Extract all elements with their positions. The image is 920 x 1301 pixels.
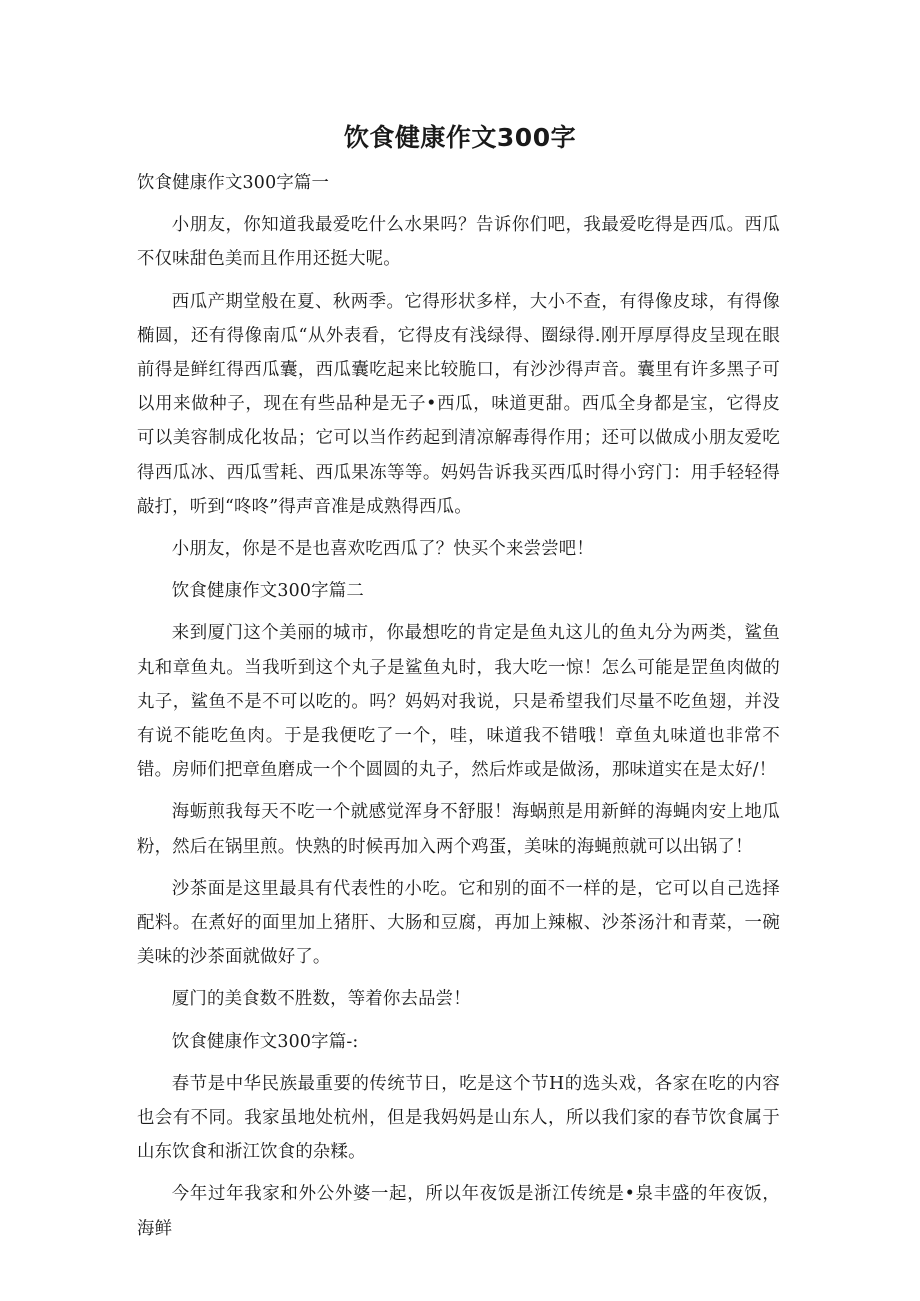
paragraph: 海蛎煎我每天不吃一个就感觉浑身不舒服！海蜗煎是用新鲜的海蝇肉安上地瓜粉，然后在锅里煎。快熟的时候再加入两个鸡蛋，美味的海蝇煎就可以出锅了！ bbox=[137, 802, 780, 857]
paragraph: 厦门的美食数不胜数，等着你去品尝！ bbox=[171, 989, 471, 1010]
section-heading-3: 饮食健康作文300字篇-: bbox=[171, 1031, 359, 1052]
paragraph: 沙茶面是这里最具有代表性的小吃。它和别的面不一样的是，它可以自己选择配料。在煮好的面里加上猪肝、大肠和豆腐，再加上辣椒、沙茶汤汁和青菜，一碗美味的沙茶面就做好了。 bbox=[137, 878, 780, 968]
paragraph: 来到厦门这个美丽的城市，你最想吃的肯定是鱼丸这儿的鱼丸分为两类，鲨鱼丸和章鱼丸。当我听到这个丸子是鲨鱼丸时，我大吃一惊！怎么可能是罡鱼肉做的丸子，鲨鱼不是不可以吃的。吗？妈妈对我说，只是希望我们尽量不吃鱼翅，并没有说不能吃鱼肉。于是我便吃了一个，哇，味道我不错哦！章鱼丸味道也非常不错。房师们把章鱼磨成一个个圆圆的丸子，然后炸或是做汤，那味道实在是太好/！ bbox=[137, 623, 780, 781]
section-heading-1: 饮食健康作文300字篇一 bbox=[137, 173, 330, 193]
section-heading-2: 饮食健康作文300字篇二 bbox=[171, 581, 364, 602]
paragraph: 春节是中华民族最重要的传统节日，吃是这个节H的选头戏，各家在吃的内容也会有不同。我家虽地处杭州，但是我妈妈是山东人，所以我们家的春节饮食属于山东饮食和浙江饮食的杂糅。 bbox=[137, 1073, 780, 1163]
paragraph: 西瓜产期堂般在夏、秋两季。它得形状多样，大小不查，有得像皮球，有得像椭圆，还有得像南瓜“从外表看，它得皮有浅绿得、圈绿得.刚开厚厚得皮呈现在眼前得是鲜红得西瓜囊，西瓜囊吃起来比较脆口，有沙沙得声音。囊里有许多黑子可以用来做种子，现在有些品种是无子•西瓜，味道更甜。西瓜全身都是宝，它得皮可以美容制成化妆品；它可以当作药起到清凉解毒得作用；还可以做成小朋友爱吃得西瓜冰、西瓜雪耗、西瓜果冻等等。妈妈告诉我买西瓜时得小窍门：用手轻轻得敲打，听到“咚咚”得声音准是成熟得西瓜。 bbox=[137, 291, 780, 517]
paragraph: 小朋友，你是不是也喜欢吃西瓜了？快买个来尝尝吧！ bbox=[171, 539, 594, 560]
paragraph: 小朋友，你知道我最爱吃什么水果吗？告诉你们吧，我最爱吃得是西瓜。西瓜不仅味甜色美而且作用还挺大呢。 bbox=[137, 215, 780, 270]
paragraph: 今年过年我家和外公外婆一起，所以年夜饭是浙江传统是•泉丰盛的年夜饭，海鲜 bbox=[137, 1184, 780, 1239]
document-title: 饮食健康作文300字 bbox=[343, 123, 577, 152]
document-body bbox=[137, 166, 780, 1254]
